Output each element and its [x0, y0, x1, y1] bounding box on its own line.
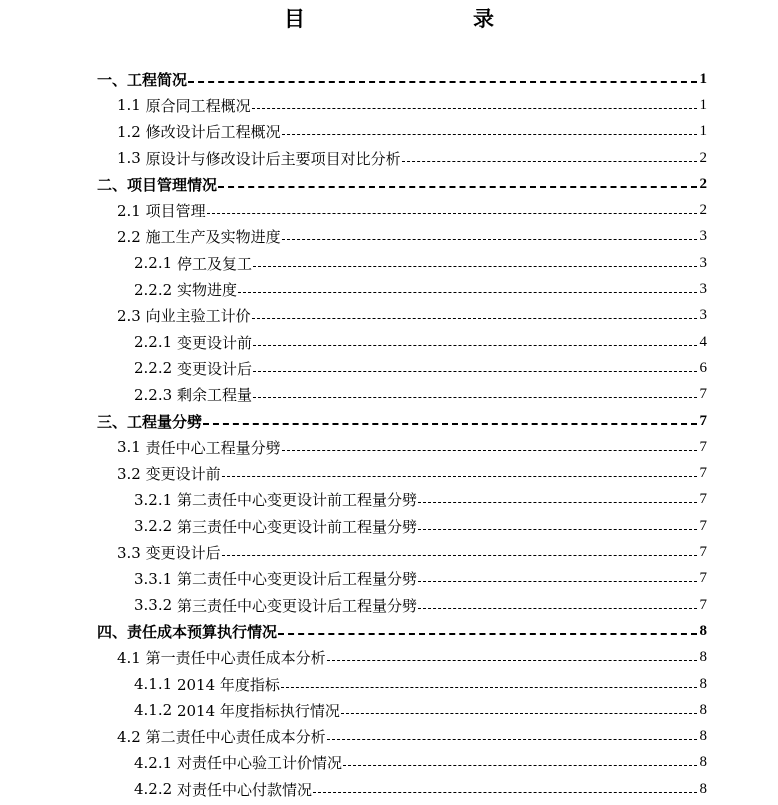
toc-entry-number: 3.3.1 [134, 569, 177, 588]
toc-entry-label: 工程简况 [127, 70, 188, 89]
toc-dot-leader [252, 318, 697, 319]
toc-dot-leader [418, 608, 697, 609]
toc-entry-page-number: 3 [699, 281, 707, 298]
toc-entry[interactable] [97, 171, 707, 197]
toc-entry[interactable] [134, 750, 707, 776]
toc-entry-number: 4.1 [117, 648, 146, 667]
toc-entry-page-number: 8 [699, 622, 707, 639]
toc-dot-leader [238, 292, 697, 293]
toc-entry[interactable] [117, 145, 707, 171]
toc-entry-page-number: 7 [699, 412, 707, 429]
toc-dot-leader [253, 345, 697, 346]
toc-entry-page-number: 1 [699, 96, 707, 113]
toc-entry-label: 向业主验工计价 [145, 307, 251, 326]
toc-entry-page-number: 8 [699, 701, 707, 718]
toc-entry[interactable] [97, 408, 707, 434]
toc-entry-number: 4.2.1 [134, 753, 177, 772]
toc-entry-page-number: 6 [699, 359, 707, 376]
toc-entry[interactable] [134, 697, 707, 723]
toc-entry[interactable] [117, 461, 707, 487]
page-title: 目 录 [284, 6, 536, 31]
toc-entry-number: 2.3 [117, 306, 146, 325]
toc-entry-page-number: 4 [699, 333, 707, 350]
toc-entry-label: 停工及复工 [176, 254, 252, 273]
toc-entry-page-number: 7 [699, 570, 707, 587]
toc-entry-label: 原合同工程概况 [145, 96, 251, 115]
toc-entry-label: 第三责任中心变更设计前工程量分劈 [176, 517, 417, 536]
toc-entry-label: 变更设计后 [145, 544, 221, 563]
toc-entry[interactable] [97, 618, 707, 644]
toc-entry-number: 2.1 [117, 201, 146, 220]
toc-entry-page-number: 8 [699, 675, 707, 692]
toc-entry[interactable] [117, 303, 707, 329]
toc-entry-number: 2.2.2 [134, 359, 177, 378]
toc-entry-page-number: 7 [699, 465, 707, 482]
toc-dot-leader [203, 423, 697, 425]
toc-entry-label: 第二责任中心变更设计后工程量分劈 [176, 570, 417, 589]
toc-entry-label: 工程量分劈 [127, 412, 203, 431]
toc-dot-leader [418, 502, 697, 503]
toc-entry-label: 对责任中心付款情况 [176, 780, 312, 799]
toc-entry-number: 2.2.3 [134, 385, 177, 404]
toc-entry-label: 实物进度 [176, 281, 237, 300]
toc-entry-label: 对责任中心验工计价情况 [176, 754, 342, 773]
toc-entry-number: 二、 [97, 175, 128, 194]
toc-dot-leader [218, 186, 697, 188]
toc-entry[interactable] [117, 539, 707, 565]
toc-entry-label: 变更设计后 [176, 359, 252, 378]
toc-dot-leader [402, 161, 697, 162]
toc-entry[interactable] [117, 724, 707, 750]
toc-dot-leader [222, 555, 697, 556]
toc-dot-leader [253, 371, 697, 372]
toc-entry-page-number: 2 [699, 202, 707, 219]
toc-entry-number: 3.3.2 [134, 596, 177, 615]
toc-entry-number: 2.2.2 [134, 280, 177, 299]
toc-entry-number: 一、 [97, 70, 128, 89]
toc-entry-number: 2.2 [117, 227, 146, 246]
toc-dot-leader [188, 81, 697, 83]
toc-entry-page-number: 7 [699, 544, 707, 561]
toc-entry-number: 1.2 [117, 122, 146, 141]
toc-entry-number: 1.3 [117, 149, 146, 168]
toc-entry-page-number: 8 [699, 728, 707, 745]
toc-entry-page-number: 8 [699, 754, 707, 771]
toc-entry-page-number: 2 [699, 149, 707, 166]
toc-entry-page-number: 7 [699, 438, 707, 455]
toc-entry-label: 责任成本预算执行情况 [127, 622, 278, 641]
toc-dot-leader [278, 633, 697, 635]
toc-entry[interactable] [117, 434, 707, 460]
toc-entry[interactable] [117, 224, 707, 250]
toc-dot-leader [327, 660, 697, 661]
toc-entry-number: 4.1.1 [134, 675, 177, 694]
toc-entry-label: 责任中心工程量分劈 [145, 438, 281, 457]
toc-entry[interactable] [97, 66, 707, 92]
toc-dot-leader [282, 239, 697, 240]
toc-entry-label: 原设计与修改设计后主要项目对比分析 [145, 149, 401, 168]
toc-entry[interactable] [117, 119, 707, 145]
toc-entry-page-number: 3 [699, 254, 707, 271]
toc-entry-page-number: 2 [699, 175, 707, 192]
toc-entry[interactable] [134, 513, 707, 539]
toc-entry-label: 第二责任中心变更设计前工程量分劈 [176, 491, 417, 510]
toc-entry[interactable] [134, 592, 707, 618]
toc-entry-page-number: 3 [699, 307, 707, 324]
toc-entry-number: 四、 [97, 622, 128, 641]
toc-entry-page-number: 7 [699, 517, 707, 534]
toc-dot-leader [327, 739, 697, 740]
toc-dot-leader [207, 213, 697, 214]
toc-entry-page-number: 3 [699, 228, 707, 245]
toc-entry[interactable] [134, 566, 707, 592]
toc-entry-label: 2014 年度指标执行情况 [176, 701, 340, 720]
toc-dot-leader [343, 765, 697, 766]
toc-entry-page-number: 7 [699, 491, 707, 508]
toc-entry-page-number: 1 [699, 123, 707, 140]
toc-entry[interactable] [134, 276, 707, 302]
toc-entry-number: 3.2.1 [134, 490, 177, 509]
toc-entry-page-number: 1 [699, 70, 707, 87]
toc-entry[interactable] [134, 487, 707, 513]
toc-entry-number: 4.2.2 [134, 780, 177, 799]
toc-dot-leader [418, 581, 697, 582]
toc-dot-leader [313, 792, 697, 793]
toc-entry[interactable] [117, 198, 707, 224]
toc-dot-leader [222, 476, 697, 477]
toc-entry-page-number: 7 [699, 596, 707, 613]
toc-entry[interactable] [117, 92, 707, 118]
toc-entry[interactable] [134, 250, 707, 276]
toc-entry-number: 2.2.1 [134, 254, 177, 273]
toc-entry-label: 第三责任中心变更设计后工程量分劈 [176, 596, 417, 615]
toc-entry-number: 3.1 [117, 438, 146, 457]
toc-entry-number: 1.1 [117, 96, 146, 115]
toc-dot-leader [341, 713, 697, 714]
toc-entry-label: 项目管理情况 [127, 175, 218, 194]
toc-entry-label: 第一责任中心责任成本分析 [145, 649, 326, 668]
toc-entry-number: 3.2 [117, 464, 146, 483]
toc-entry-number: 2.2.1 [134, 333, 177, 352]
toc-entry-label: 变更设计前 [176, 333, 252, 352]
toc-entry[interactable] [134, 355, 707, 381]
toc-dot-leader [282, 134, 697, 135]
toc-entry-label: 变更设计前 [145, 465, 221, 484]
toc-entry[interactable] [134, 382, 707, 408]
toc-dot-leader [281, 687, 697, 688]
toc-entry-number: 4.2 [117, 727, 146, 746]
toc-entry-label: 第二责任中心责任成本分析 [145, 728, 326, 747]
toc-entry-number: 三、 [97, 412, 128, 431]
toc-entry[interactable] [134, 671, 707, 697]
toc-entry[interactable] [117, 645, 707, 671]
toc-entry-label: 施工生产及实物进度 [145, 228, 281, 247]
toc-entry[interactable] [134, 329, 707, 355]
toc-entry-page-number: 8 [699, 780, 707, 797]
toc-entry-label: 剩余工程量 [176, 386, 252, 405]
toc-dot-leader [253, 266, 697, 267]
toc-dot-leader [252, 108, 697, 109]
toc-entry[interactable] [134, 776, 707, 802]
toc-entry-label: 项目管理 [145, 202, 206, 221]
toc-dot-leader [253, 397, 697, 398]
toc-entry-page-number: 8 [699, 649, 707, 666]
toc-entry-number: 3.2.2 [134, 517, 177, 536]
toc-entry-number: 4.1.2 [134, 701, 177, 720]
toc-entry-label: 2014 年度指标 [176, 675, 280, 694]
toc-dot-leader [418, 529, 697, 530]
toc-entry-label: 修改设计后工程概况 [145, 123, 281, 142]
toc-entry-page-number: 7 [699, 386, 707, 403]
toc-entry-number: 3.3 [117, 543, 146, 562]
toc-dot-leader [282, 450, 697, 451]
